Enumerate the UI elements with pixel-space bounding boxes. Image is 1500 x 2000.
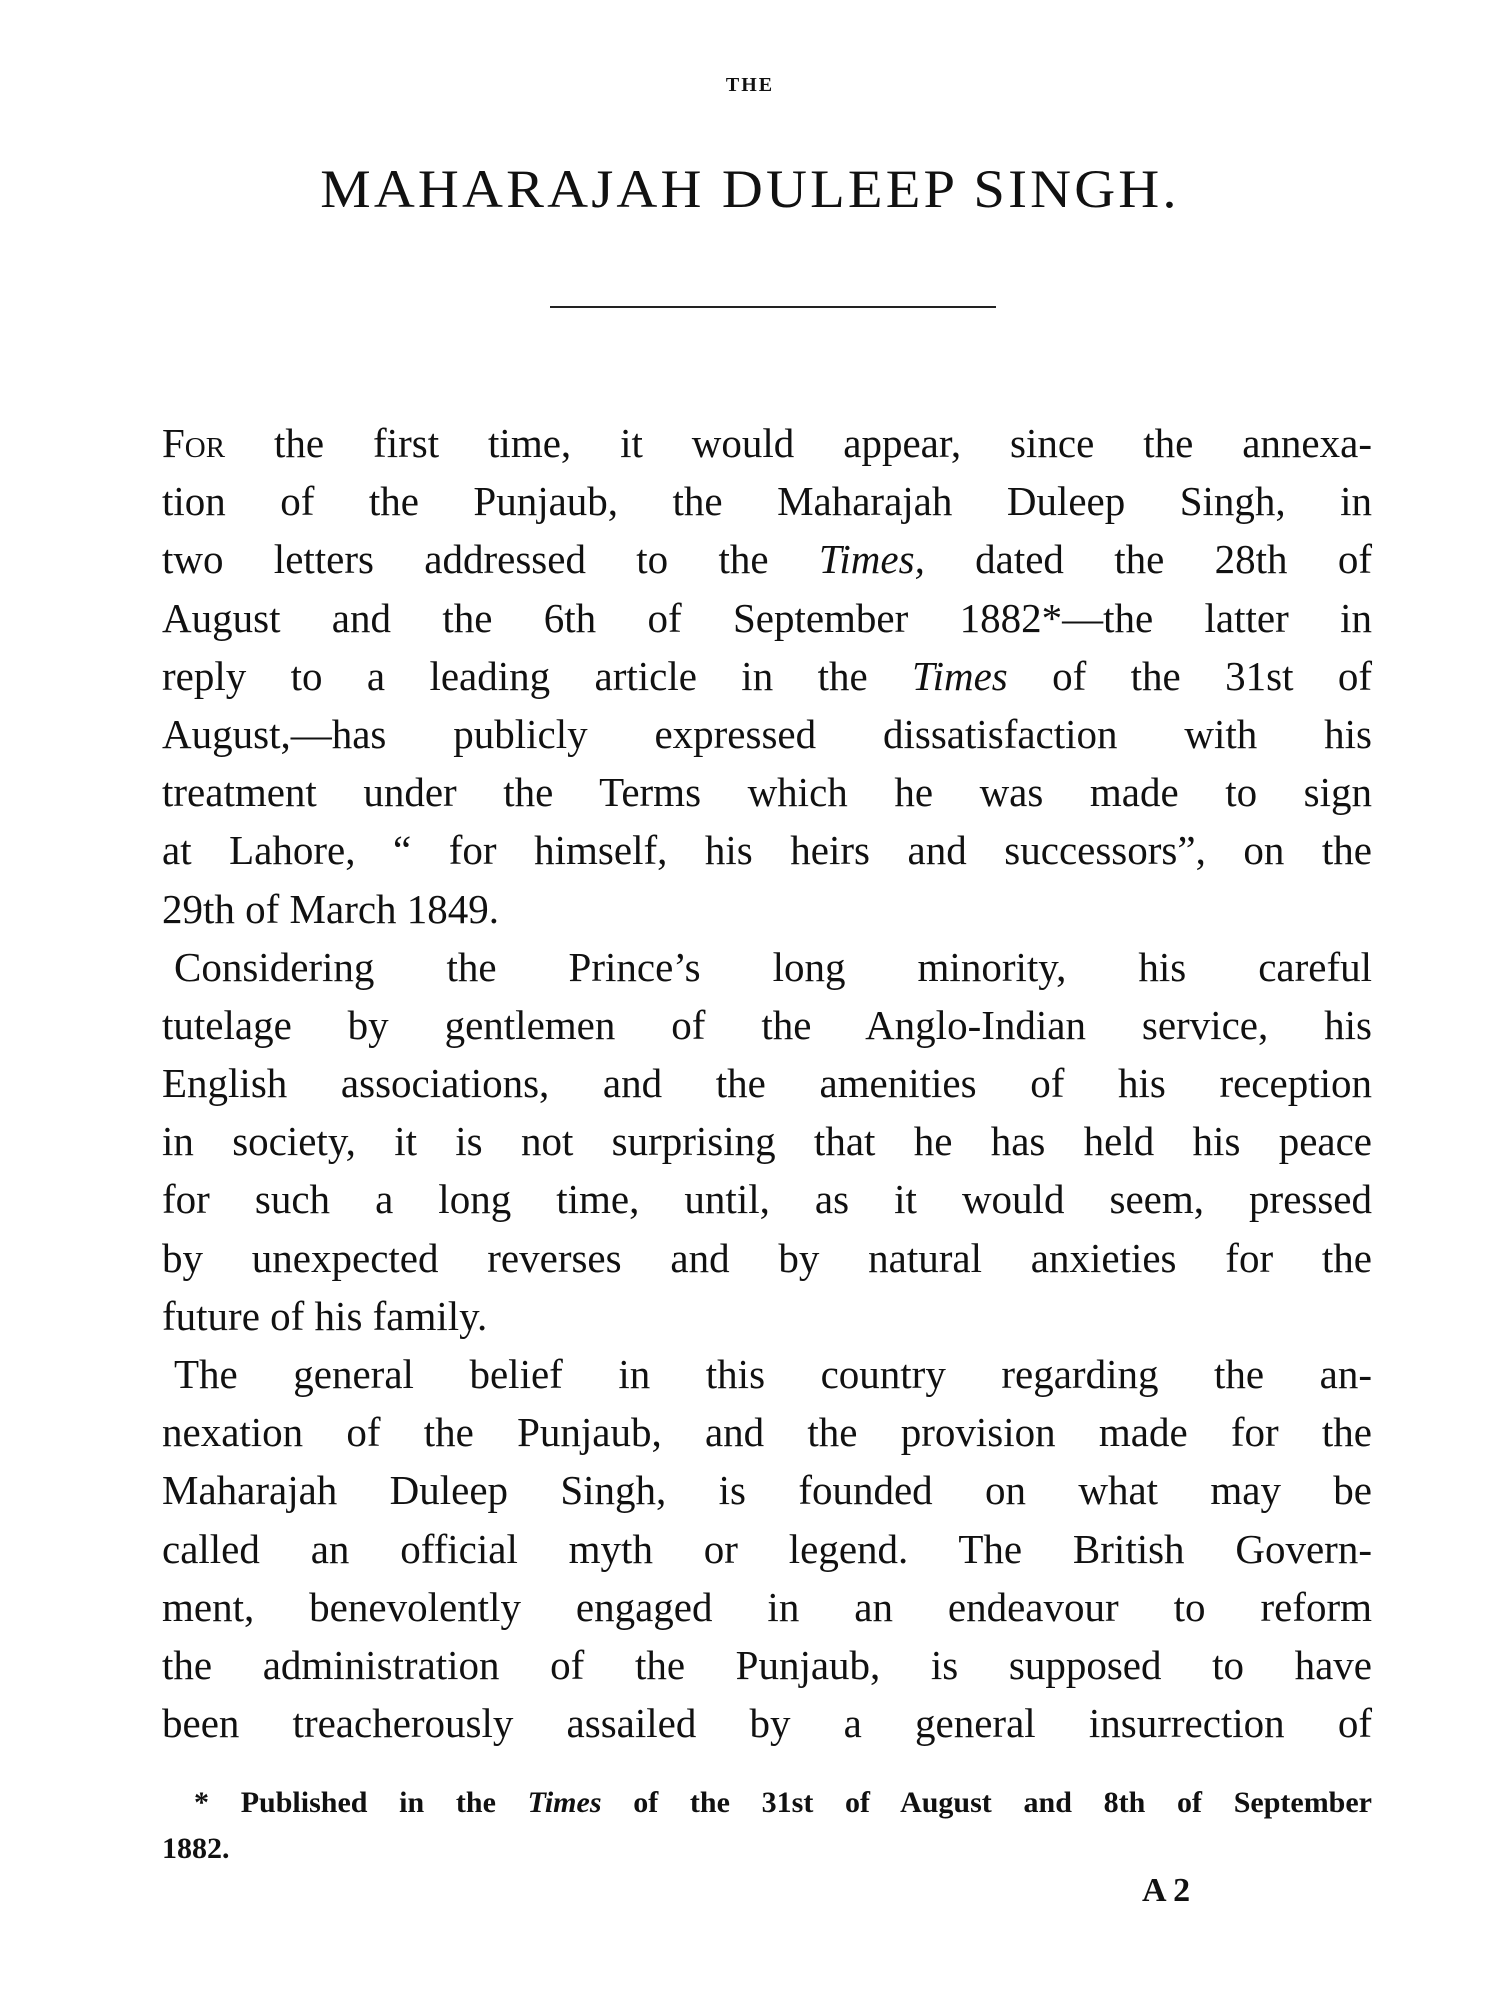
body-line	[162, 1229, 1372, 1287]
body-line	[162, 1345, 1372, 1403]
body-line	[162, 1054, 1372, 1112]
line-text: future of his family.	[162, 1292, 488, 1339]
line-text: Considering the Prince’s long minority, his careful	[174, 943, 1372, 990]
footnote-italic: Times	[527, 1786, 602, 1819]
body-line	[162, 1636, 1372, 1694]
line-text: been treacherously assailed by a general insurrection of	[162, 1700, 1372, 1747]
line-text: ment, benevolently engaged in an endeavour to reform	[162, 1583, 1372, 1630]
body-line	[162, 1694, 1372, 1752]
line-text: two letters addressed to the	[162, 536, 819, 583]
footnote-line-2: 1882.	[162, 1832, 230, 1865]
body-line	[162, 938, 1372, 996]
line-text: nexation of the Punjaub, and the provision made for the	[162, 1409, 1372, 1456]
body-line	[162, 647, 1372, 705]
line-text: The general belief in this country regarding the an-	[174, 1351, 1372, 1397]
body-line	[162, 414, 1372, 472]
body-line	[162, 880, 1372, 938]
body-line	[162, 589, 1372, 647]
line-text: treatment under the Terms which he was made to sign	[162, 769, 1372, 816]
line-text: Maharajah Duleep Singh, is founded on what may be	[162, 1467, 1372, 1514]
line-text: tion of the Punjaub, the Maharajah Duleep Singh, in	[162, 478, 1372, 525]
line-text: the first time, it would appear, since the annexa-	[225, 420, 1372, 466]
title-divider	[550, 306, 996, 308]
line-text: of the 31st of	[1007, 652, 1372, 699]
body-line	[162, 1170, 1372, 1228]
line-text: August,—has publicly expressed dissatisfaction with his	[162, 710, 1372, 757]
italic-text: Times,	[818, 536, 925, 583]
body-line	[162, 472, 1372, 530]
page-title: MAHARAJAH DULEEP SINGH.	[320, 159, 1180, 219]
line-text: dated the 28th of	[924, 536, 1372, 583]
line-text: at Lahore, “ for himself, his heirs and successors”, on the	[162, 827, 1372, 874]
line-text: the administration of the Punjaub, is supposed to have	[162, 1641, 1372, 1688]
footnote-text: of the 31st of August and 8th of September	[601, 1786, 1373, 1819]
title-prefix: THE	[725, 74, 775, 96]
body-line	[162, 705, 1372, 763]
body-line	[162, 1112, 1372, 1170]
footnote	[162, 1786, 1372, 1820]
line-text: in society, it is not surprising that he has held his peace	[162, 1118, 1372, 1165]
line-text: English associations, and the amenities of his reception	[162, 1060, 1372, 1107]
line-text: called an official myth or legend. The British Govern-	[162, 1525, 1372, 1572]
line-text: by unexpected reverses and by natural anxieties for the	[162, 1234, 1372, 1281]
line-text: for such a long time, until, as it would seem, pressed	[162, 1176, 1372, 1223]
body-line	[162, 821, 1372, 879]
line-text: For	[162, 420, 226, 466]
body-line	[162, 1578, 1372, 1636]
body-line	[162, 1461, 1372, 1519]
body-line	[162, 1520, 1372, 1578]
body-line	[162, 763, 1372, 821]
line-text: 29th of March 1849.	[162, 885, 500, 932]
body-line	[162, 996, 1372, 1054]
body-text	[162, 414, 1372, 1752]
signature-mark: A 2	[1142, 1872, 1191, 1909]
footnote-text: * Published in the	[194, 1786, 528, 1819]
body-line	[162, 1403, 1372, 1461]
body-line	[162, 530, 1372, 588]
line-text: August and the 6th of September 1882*—the latter in	[162, 594, 1372, 641]
line-text: reply to a leading article in the	[162, 652, 913, 699]
line-text: tutelage by gentlemen of the Anglo-Indian service, his	[162, 1001, 1372, 1048]
italic-text: Times	[912, 652, 1008, 699]
body-line	[162, 1287, 1372, 1345]
